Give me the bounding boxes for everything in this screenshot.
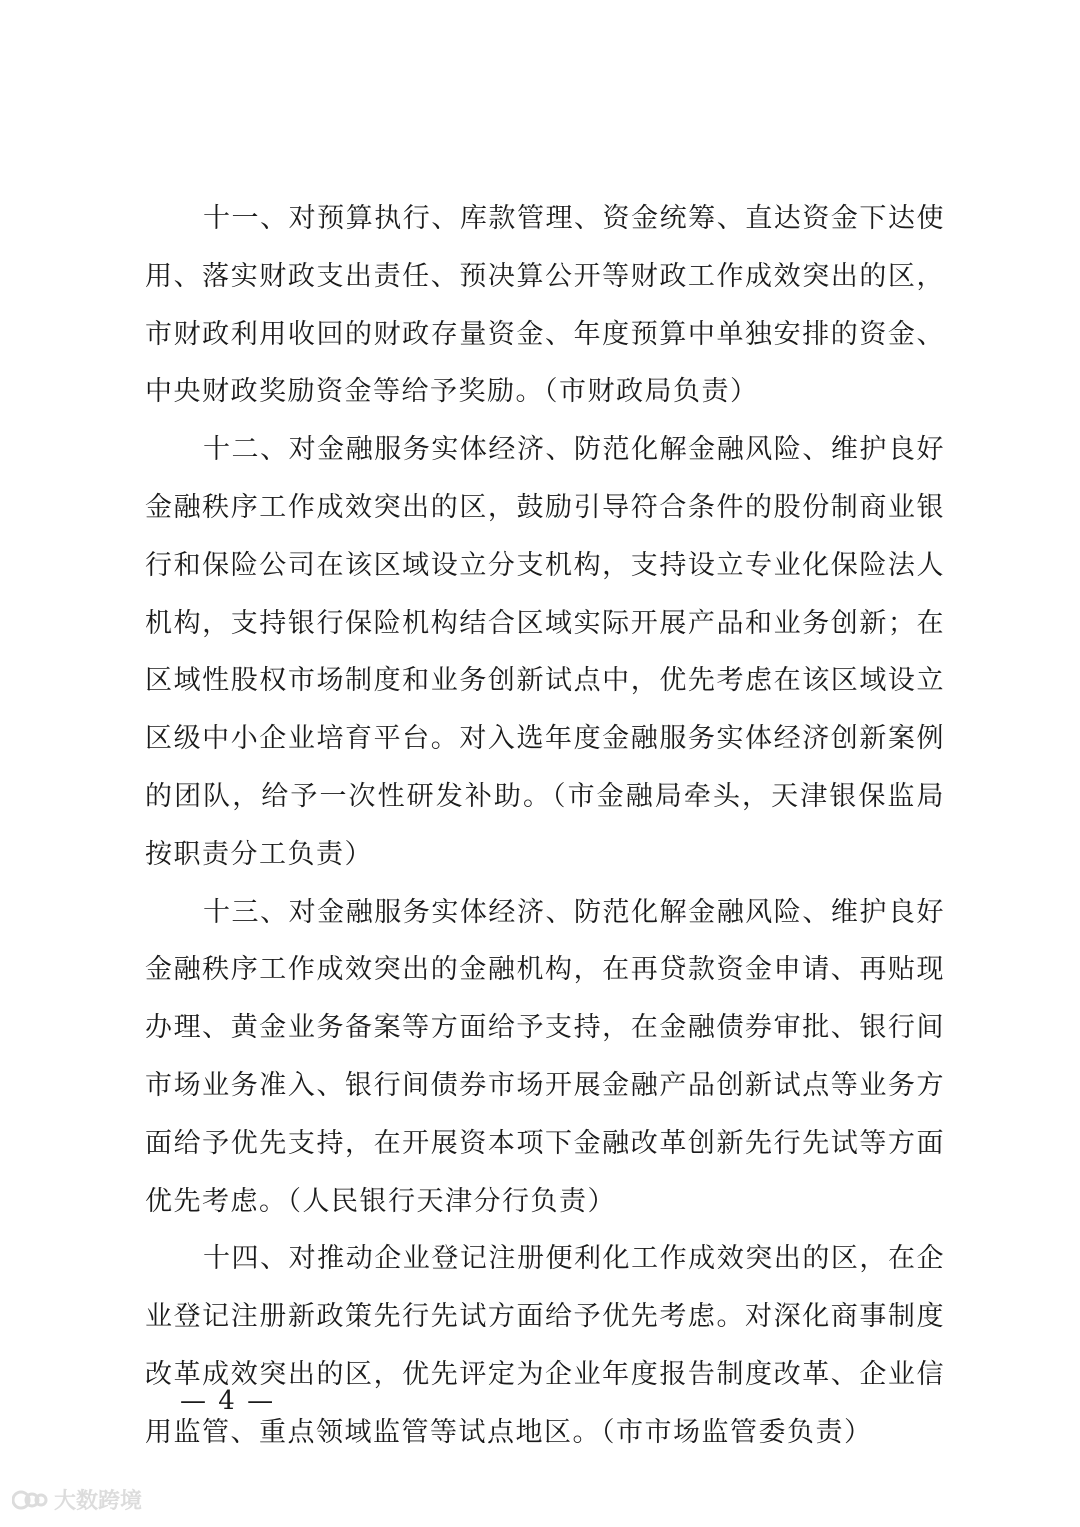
- paragraph-item-12: 十二、对金融服务实体经济、防范化解金融风险、维护良好金融秩序工作成效突出的区，鼓励引导符合条件的股份制商业银行和保险公司在该区域设立分支机构，支持设立专业化保险法人机构，支持银行保险机构结合区域实际开展产品和业务创新；在区域性股权市场制度和业务创新试点中，优先考虑在该区域设立区级中小企业培育平台。对入选年度金融服务实体经济创新案例的团队，给予一次性研发补助。（市金融局牵头，天津银保监局按职责分工负责）: [145, 434, 945, 870]
- paragraph-item-13: 十三、对金融服务实体经济、防范化解金融风险、维护良好金融秩序工作成效突出的金融机构，在再贷款资金申请、再贴现办理、黄金业务备案等方面给予支持，在金融债券审批、银行间市场业务准入、银行间债券市场开展金融产品创新试点等业务方面给予优先支持，在开展资本项下金融改革创新先行先试等方面优先考虑。（人民银行天津分行负责）: [145, 896, 945, 1217]
- watermark: [12, 1484, 142, 1515]
- watermark-text: 大数跨境: [54, 1489, 143, 1514]
- paragraph-item-11: 十一、对预算执行、库款管理、资金统筹、直达资金下达使用、落实财政支出责任、预决算公开等财政工作成效突出的区，市财政利用收回的财政存量资金、年度预算中单独安排的资金、中央财政奖励资金等给予奖励。（市财政局负责）: [145, 203, 945, 408]
- document-body: [145, 190, 945, 1462]
- brand-logo-icon: [12, 1487, 48, 1513]
- paragraph-item-14: 十四、对推动企业登记注册便利化工作成效突出的区，在企业登记注册新政策先行先试方面给予优先考虑。对深化商事制度改革成效突出的区，优先评定为企业年度报告制度改革、企业信用监管、重点领域监管等试点地区。（市市场监管委负责）: [145, 1243, 945, 1448]
- page-number: — 4 —: [180, 1386, 276, 1416]
